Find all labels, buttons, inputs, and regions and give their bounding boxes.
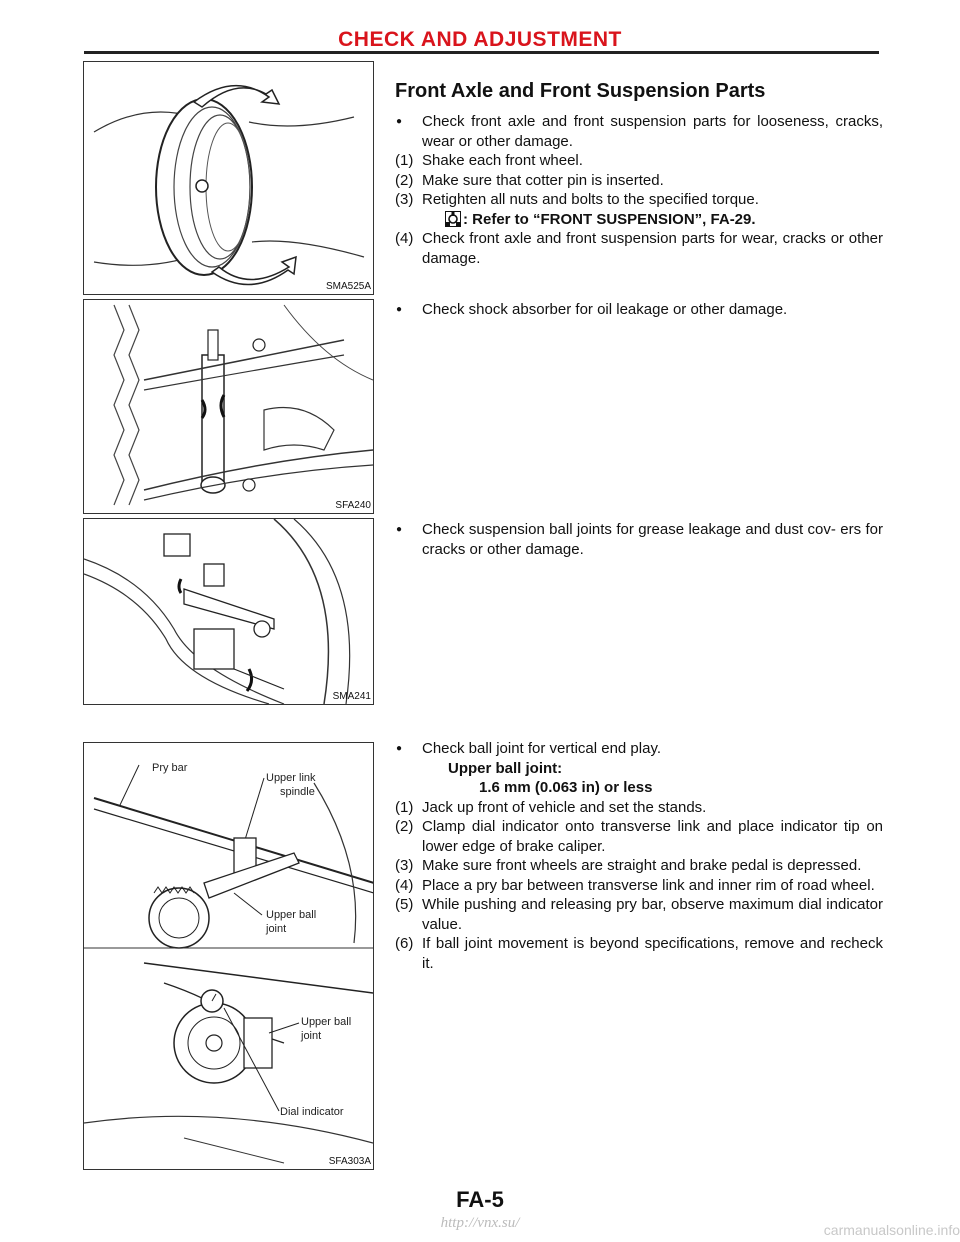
- header-rule: [84, 51, 879, 54]
- spec-label: Upper ball joint:: [448, 759, 563, 777]
- figure-code: SFA303A: [328, 1156, 371, 1167]
- label-upper-ball-1: Upper ball: [266, 909, 317, 921]
- step-item: (4) Check front axle and front suspension parts for wear, cracks or other damage.: [395, 230, 883, 267]
- torque-reference: : Refer to “FRONT SUSPENSION”, FA-29.: [395, 210, 883, 230]
- step-item: (6) If ball joint movement is beyond specifications, remove and recheck it.: [395, 935, 883, 972]
- watermark: carmanualsonline.info: [823, 1222, 960, 1238]
- bullet-item: ● Check suspension ball joints for grease leakage and dust cov- ers for cracks or other damage.: [395, 520, 883, 559]
- label-upper-link-2: spindle: [280, 786, 315, 798]
- step-item: (1) Jack up front of vehicle and set the stands.: [395, 798, 707, 816]
- footer-link[interactable]: http://vnx.su/: [440, 1215, 520, 1231]
- shock-absorber-illustration: [84, 300, 373, 513]
- ball-joint-illustration: [84, 519, 373, 704]
- step-item: (2) Make sure that cotter pin is inserted.: [395, 171, 664, 189]
- text-block-ball-joint-check: [395, 520, 883, 559]
- figure-shock-absorber: [83, 299, 374, 514]
- label-upper-ball-b1: Upper ball: [301, 1016, 352, 1028]
- bullet-item: ● Check shock absorber for oil leakage or other damage.: [395, 300, 883, 320]
- torque-wrench-icon: [445, 211, 461, 227]
- label-upper-ball-2: joint: [266, 923, 287, 935]
- step-item: (3) Retighten all nuts and bolts to the specified torque.: [395, 191, 759, 208]
- step-item: (5) While pushing and releasing pry bar, observe maximum dial indicator value.: [395, 896, 883, 933]
- text-block-axle-check: [395, 112, 883, 268]
- end-play-illustration: [84, 743, 373, 1169]
- step-item: (1) Shake each front wheel.: [395, 152, 583, 169]
- page-header-title: CHECK AND ADJUSTMENT: [338, 28, 622, 51]
- spec-value: 1.6 mm (0.063 in) or less: [479, 779, 653, 796]
- figure-ball-joints: [83, 518, 374, 705]
- figure-wheel-shake: [83, 61, 374, 295]
- wheel-shake-illustration: [84, 62, 373, 294]
- figure-end-play-check: [83, 742, 374, 1170]
- label-pry-bar: Pry bar: [152, 762, 188, 774]
- text-block-shock-check: [395, 300, 883, 320]
- step-item: (2) Clamp dial indicator onto transverse link and place indicator tip on lower edge of brake caliper.: [395, 818, 883, 855]
- bullet-item: ● Check front axle and front suspension parts for looseness, cracks, wear or other damage.: [395, 112, 883, 151]
- figure-code: SFA240: [335, 500, 371, 511]
- bullet-item: ● Check ball joint for vertical end play.: [395, 739, 883, 759]
- step-item: (4) Place a pry bar between transverse link and inner rim of road wheel.: [395, 876, 875, 894]
- label-upper-ball-b2: joint: [301, 1030, 322, 1042]
- page-number: FA-5: [456, 1187, 504, 1212]
- figure-code: SMA241: [332, 691, 371, 702]
- text-block-end-play-check: [395, 739, 883, 973]
- label-upper-link-1: Upper link: [266, 772, 316, 784]
- figure-code: SMA525A: [325, 281, 371, 292]
- section-title: Front Axle and Front Suspension Parts: [395, 80, 766, 102]
- step-item: (3) Make sure front wheels are straight and brake pedal is depressed.: [395, 857, 862, 874]
- label-dial-indicator: Dial indicator: [280, 1106, 344, 1118]
